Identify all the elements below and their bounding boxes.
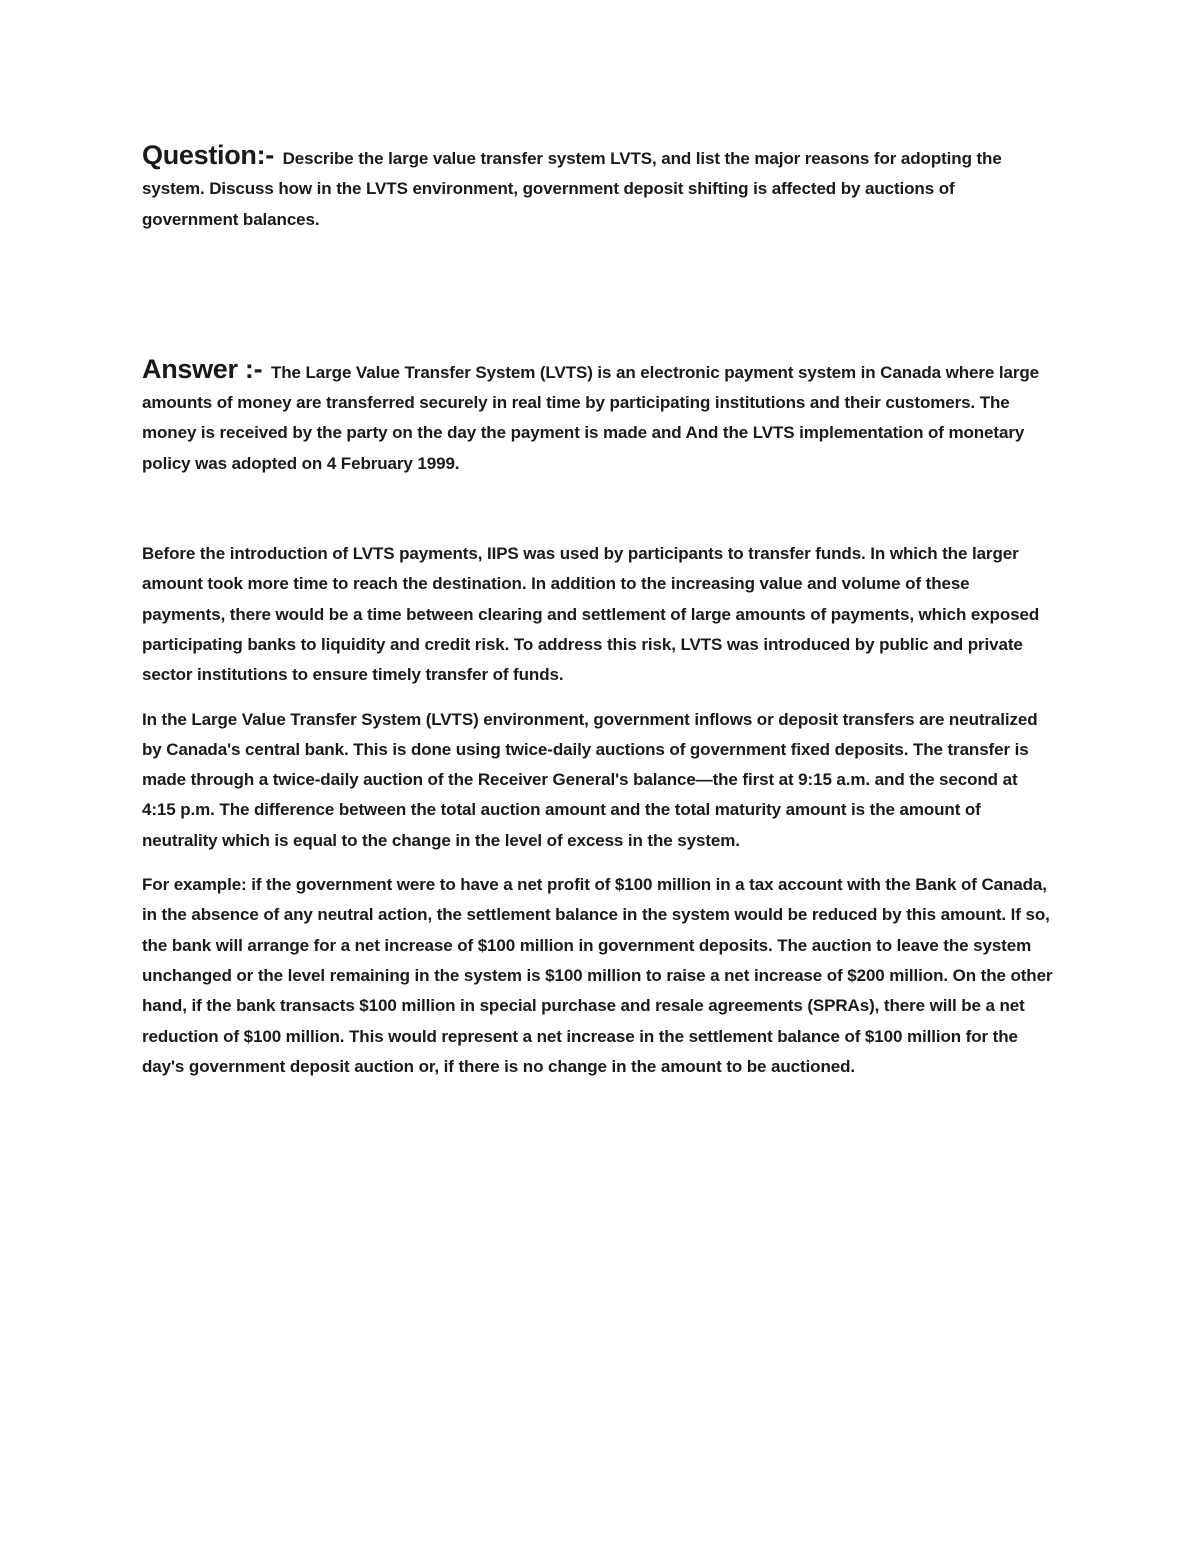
question-text: Describe the large value transfer system LVTS, and list the major reasons for adopting the system. Discuss how in the LVTS environment, government deposit shifting is affected by auctions of government balances. [142, 149, 1002, 229]
answer-heading: Answer :- [142, 353, 263, 384]
answer-text: The Large Value Transfer System (LVTS) is an electronic payment system in Canada where large amounts of money are transferred securely in real time by participating institutions and their customers. The money is received by the party on the day the payment is made and And the LVTS implementation of monetary policy was adopted on 4 February 1999. [142, 362, 1039, 473]
question-block [142, 140, 1054, 235]
paragraph-before-lvts: Before the introduction of LVTS payments, IIPS was used by participants to transfer funds. In which the larger amount took more time to reach the destination. In addition to the increasing value and volume of these payments, there would be a time between clearing and settlement of large amounts of payments, which exposed participating banks to liquidity and credit risk. To address this risk, LVTS was introduced by public and private sector institutions to ensure timely transfer of funds. [142, 544, 1040, 685]
answer-block [142, 354, 1054, 479]
question-heading: Question:- [142, 140, 274, 170]
paragraph-lvts-environment: In the Large Value Transfer System (LVTS) environment, government inflows or deposit transfers are neutralized by Canada's central bank. This is done using twice-daily auctions of government fixed deposits. The transfer is made through a twice-daily auction of the Receiver General's balance—the first at 9:15 a.m. and the second at 4:15 p.m. The difference between the total auction amount and the total maturity amount is the amount of neutrality which is equal to the change in the level of excess in the system. [142, 709, 1038, 850]
paragraph-example: For example: if the government were to have a net profit of $100 million in a tax account with the Bank of Canada, in the absence of any neutral action, the settlement balance in the system would be reduced by this amount. If so, the bank will arrange for a net increase of $100 million in government deposits. The auction to leave the system unchanged or the level remaining in the system is $100 million to raise a net increase of $200 million. On the other hand, if the bank transacts $100 million in special purchase and resale agreements (SPRAs), there will be a net reduction of $100 million. This would represent a net increase in the settlement balance of $100 million for the day's government deposit auction or, if there is no change in the amount to be auctioned. [142, 875, 1053, 1076]
document-page [142, 140, 1054, 1082]
